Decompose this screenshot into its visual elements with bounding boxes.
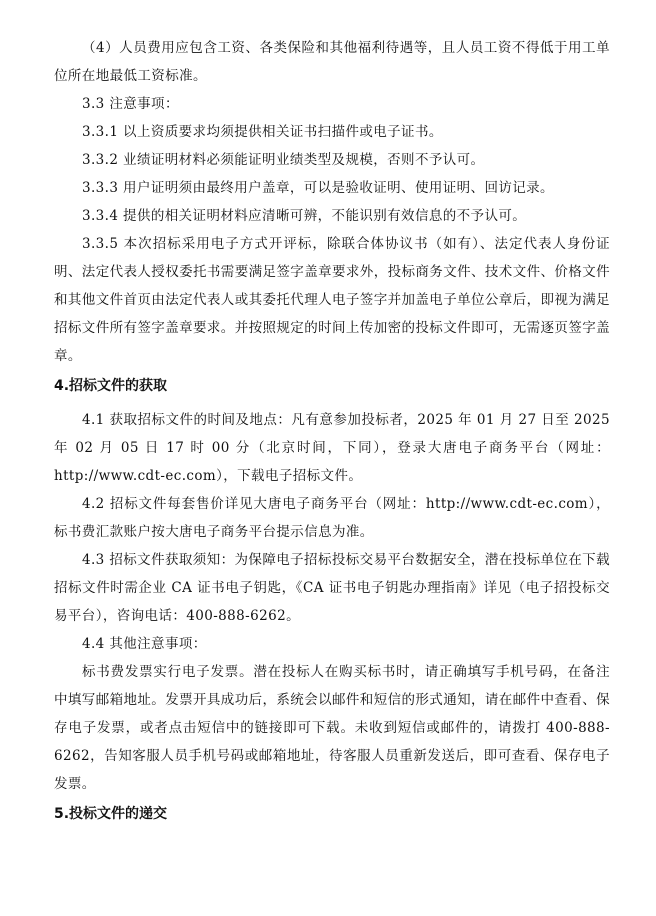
section-heading-5: 5.投标文件的递交 bbox=[54, 806, 168, 822]
paragraph-3-3-4: 3.3.4 提供的相关证明材料应清晰可辨，不能识别有效信息的不予认可。 bbox=[82, 208, 527, 224]
paragraph-4-2: 4.2 招标文件每套售价详见大唐电子商务平台（网址：http://www.cdt-ec.com），标书费汇款账户按大唐电子商务平台提示信息为准。 bbox=[54, 496, 610, 540]
paragraph-4-3: 4.3 招标文件获取须知：为保障电子招标投标交易平台数据安全，潜在投标单位在下载招标文件时需企业 CA 证书电子钥匙，《CA 证书电子钥匙办理指南》详见（电子招投标交易平台），咨询电话：400-888-6262。 bbox=[54, 552, 610, 624]
paragraph-3-3-3: 3.3.3 用户证明须由最终用户盖章，可以是验收证明、使用证明、回访记录。 bbox=[82, 180, 554, 196]
paragraph-3-3-2: 3.3.2 业绩证明材料必须能证明业绩类型及规模，否则不予认可。 bbox=[82, 152, 485, 168]
paragraph-invoice-notice: 标书费发票实行电子发票。潜在投标人在购买标书时，请正确填写手机号码，在备注中填写邮箱地址。发票开具成功后，系统会以邮件和短信的形式通知，请在邮件中查看、保存电子发票，或者点击短信中的链接即可下载。未收到短信或邮件的，请拨打 400-888-6262，告知客服人员手机号码或邮箱地址，待客服人员重新发送后，即可查看、保存电子发票。 bbox=[54, 664, 610, 792]
paragraph-4-4-title: 4.4 其他注意事项： bbox=[82, 636, 207, 652]
paragraph-3-3-1: 3.3.1 以上资质要求均须提供相关证书扫描件或电子证书。 bbox=[82, 124, 443, 140]
paragraph-personnel-costs: （4）人员费用应包含工资、各类保险和其他福利待遇等，且人员工资不得低于用工单位所在地最低工资标准。 bbox=[54, 40, 610, 84]
paragraph-4-1: 4.1 获取招标文件的时间及地点：凡有意参加投标者，2025 年 01 月 27 日至 2025 年 02 月 05 日 17 时 00 分（北京时间，下同），登录大唐电子商务平台（网址：http://www.cdt-ec.com），下载电子招标文件。 bbox=[54, 412, 610, 484]
paragraph-3-3-5: 3.3.5 本次招标采用电子方式开评标，除联合体协议书（如有）、法定代表人身份证明、法定代表人授权委托书需要满足签字盖章要求外，投标商务文件、技术文件、价格文件和其他文件首页由法定代表人或其委托代理人电子签字并加盖电子单位公章后，即视为满足招标文件所有签字盖章要求。并按照规定的时间上传加密的投标文件即可，无需逐页签字盖章。 bbox=[54, 236, 610, 364]
document-page bbox=[54, 34, 610, 830]
section-heading-4: 4.招标文件的获取 bbox=[54, 378, 168, 394]
paragraph-3-3-title: 3.3 注意事项： bbox=[82, 96, 179, 112]
